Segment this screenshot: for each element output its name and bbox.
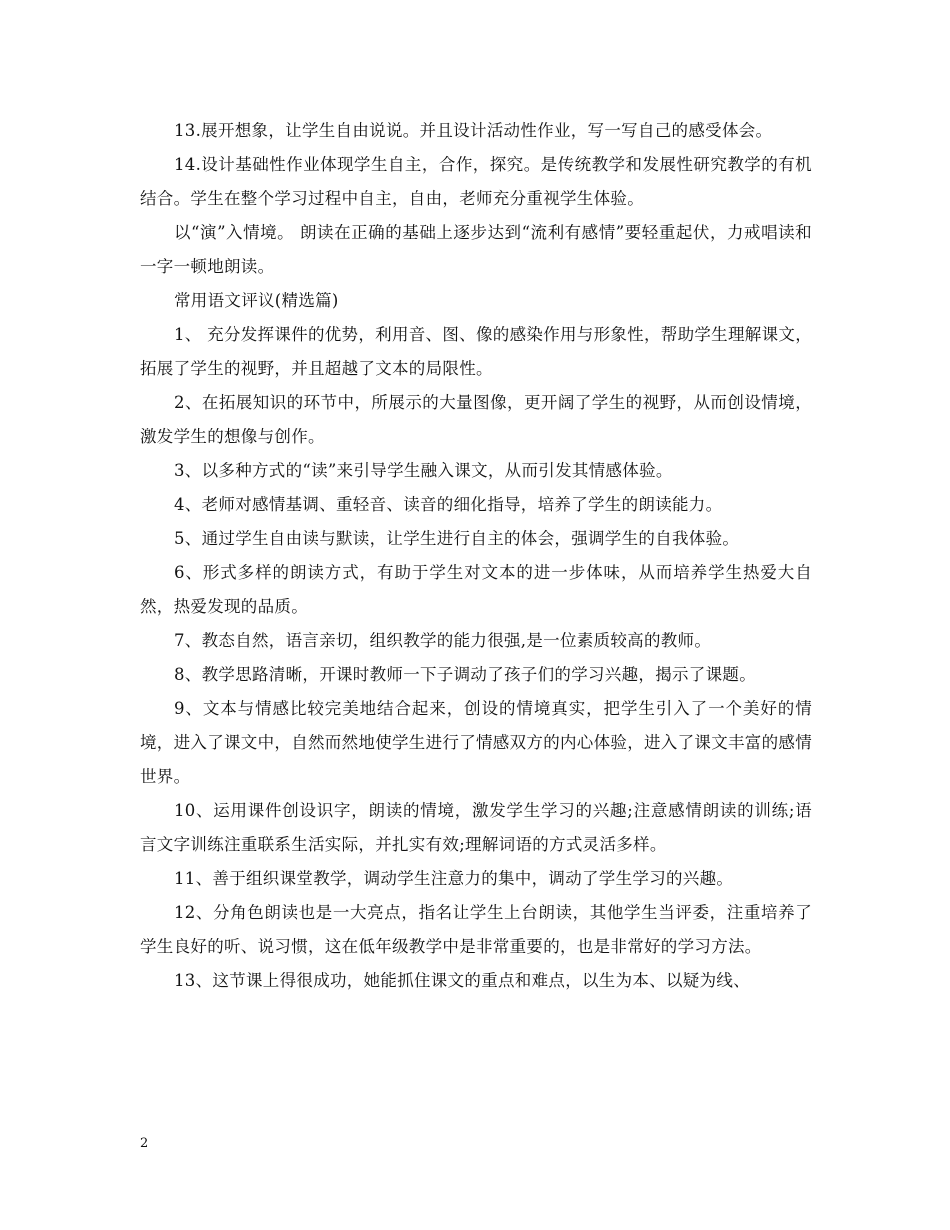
comment-item-6: 6、形式多样的朗读方式，有助于学生对文本的进一步体味，从而培养学生热爱大自然，热爱发现的品质。 xyxy=(140,563,812,616)
section-heading: 常用语文评议(精选篇) xyxy=(174,291,339,310)
paragraph-2: 14.设计基础性作业体现学生自主，合作，探究。是传统教学和发展性研究教学的有机结合。学生在整个学习过程中自主，自由，老师充分重视学生体验。 xyxy=(140,155,812,208)
comment-item-5: 5、通过学生自由读与默读，让学生进行自主的体会，强调学生的自我体验。 xyxy=(174,529,740,548)
page-number: 2 xyxy=(140,1136,149,1151)
comment-item-1: 1、 充分发挥课件的优势，利用音、图、像的感染作用与形象性，帮助学生理解课文，拓展了学生的视野，并且超越了文本的局限性。 xyxy=(140,325,812,378)
comment-item-10: 10、运用课件创设识字，朗读的情境，激发学生学习的兴趣;注意感情朗读的训练;语言文字训练注重联系生活实际，并扎实有效;理解词语的方式灵活多样。 xyxy=(140,801,812,854)
comment-item-11: 11、善于组织课堂教学，调动学生注意力的集中，调动了学生学习的兴趣。 xyxy=(174,869,734,888)
comment-item-3: 3、以多种方式的“读”来引导学生融入课文，从而引发其情感体验。 xyxy=(174,461,673,480)
comment-item-13: 13、这节课上得很成功，她能抓住课文的重点和难点，以生为本、以疑为线、 xyxy=(174,971,750,990)
paragraph-3: 以“演”入情境。 朗读在正确的基础上逐步达到“流利有感情”要轻重起伏，力戒唱读和一字一顿地朗读。 xyxy=(140,223,812,276)
document-body xyxy=(140,114,812,998)
paragraph-1: 13.展开想象，让学生自由说说。并且设计活动性作业，写一写自己的感受体会。 xyxy=(174,121,773,140)
comment-item-9: 9、文本与情感比较完美地结合起来，创设的情境真实，把学生引入了一个美好的情境，进入了课文中，自然而然地使学生进行了情感双方的内心体验，进入了课文丰富的感情世界。 xyxy=(140,699,812,786)
comment-item-7: 7、教态自然，语言亲切，组织教学的能力很强,是一位素质较高的教师。 xyxy=(174,631,712,650)
comment-item-4: 4、老师对感情基调、重轻音、读音的细化指导，培养了学生的朗读能力。 xyxy=(174,495,723,514)
comment-item-12: 12、分角色朗读也是一大亮点，指名让学生上台朗读，其他学生当评委，注重培养了学生良好的听、说习惯，这在低年级教学中是非常重要的，也是非常好的学习方法。 xyxy=(140,903,812,956)
comment-item-8: 8、教学思路清晰，开课时教师一下子调动了孩子们的学习兴趣，揭示了课题。 xyxy=(174,665,756,684)
comment-item-2: 2、在拓展知识的环节中，所展示的大量图像，更开阔了学生的视野，从而创设情境，激发学生的想像与创作。 xyxy=(140,393,812,446)
